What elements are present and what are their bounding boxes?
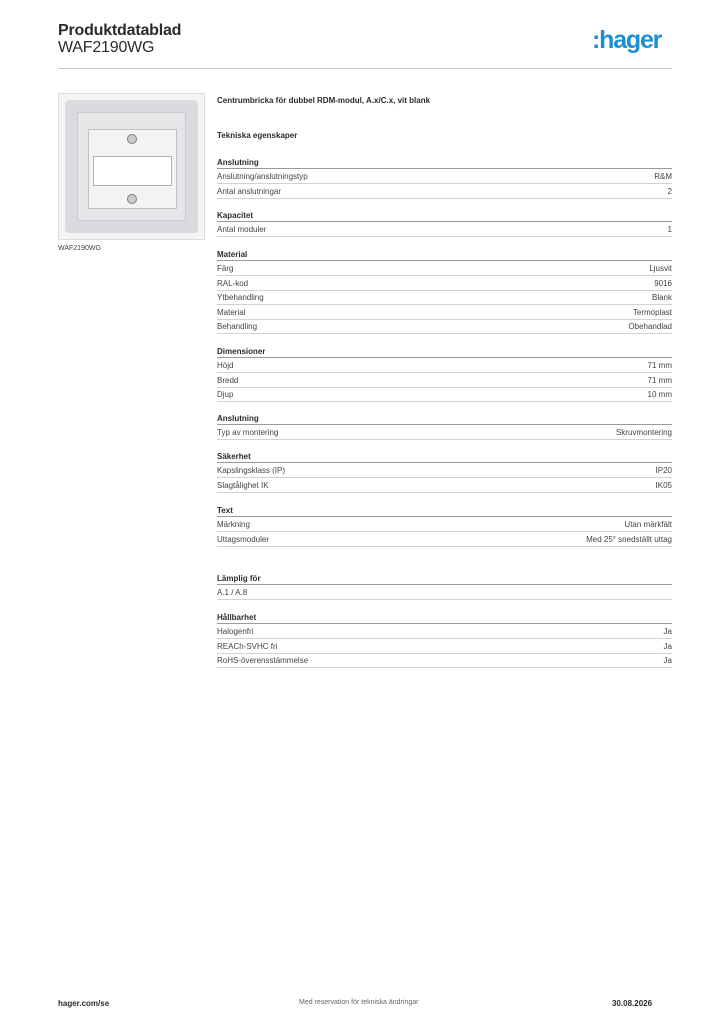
spec-row	[217, 586, 672, 600]
header-product-code: WAF2190WG	[58, 39, 155, 56]
spec-row	[217, 640, 672, 654]
spec-label: Bredd	[217, 375, 239, 385]
spec-value: 9016	[654, 278, 672, 288]
spec-row	[217, 518, 672, 532]
spec-row	[217, 262, 672, 276]
spec-label: REACh-SVHC fri	[217, 641, 278, 651]
spec-value: 1	[667, 225, 672, 234]
spec-label: Märkning	[217, 520, 250, 529]
header-divider	[58, 68, 672, 69]
plate-frame	[65, 100, 198, 233]
spec-row	[217, 426, 672, 440]
plate-inner	[77, 112, 186, 221]
spec-label: Kapslingsklass (IP)	[217, 466, 286, 475]
product-photo	[58, 93, 205, 240]
spec-value: 71 mm	[647, 361, 672, 370]
spec-value: 10 mm	[647, 390, 672, 400]
spec-label: Antal anslutningar	[217, 186, 282, 196]
spec-value: Blank	[651, 293, 672, 303]
spec-row	[217, 374, 672, 388]
hager-logo: :hager	[592, 26, 662, 54]
group-heading: Text	[217, 505, 672, 517]
spec-label: Material	[217, 307, 246, 317]
spec-value: Skruvmontering	[615, 428, 672, 437]
spec-value: Med 25° snedställt uttag	[586, 534, 672, 544]
spec-label: Antal moduler	[217, 225, 267, 234]
spec-label: RoHS-överensstämmelse	[217, 656, 309, 666]
screw-top-icon	[127, 134, 137, 144]
group-heading: Lämplig för	[217, 573, 672, 585]
spec-label: Halogenfri	[217, 627, 254, 636]
header-title: Produktdatablad	[58, 22, 182, 39]
module-window	[93, 156, 172, 186]
group-heading: Hållbarhet	[217, 612, 672, 624]
group-heading: Kapacitet	[217, 210, 672, 222]
spec-label: Djup	[217, 390, 234, 400]
spec-row	[217, 185, 672, 199]
screw-bottom-icon	[127, 194, 137, 204]
spec-label: Höjd	[217, 361, 234, 370]
photo-caption: WAF2190WG	[58, 245, 101, 252]
spec-row	[217, 320, 672, 334]
spec-label: Typ av montering	[217, 428, 279, 437]
footer-website[interactable]: hager.com/se	[58, 999, 110, 1008]
spec-label: Ytbehandling	[217, 293, 264, 303]
spec-value: R&M	[654, 172, 672, 181]
spec-row	[217, 479, 672, 493]
spec-value: Utan märkfält	[624, 520, 672, 529]
spec-label: Anslutning/anslutningstyp	[217, 172, 308, 181]
spec-row	[217, 388, 672, 402]
spec-label: RAL-kod	[217, 278, 249, 288]
spec-value: 2	[667, 186, 672, 196]
spec-value: IK05	[655, 480, 672, 490]
spec-value: Obehandlad	[628, 322, 672, 332]
spec-label: Slagtålighet IK	[217, 480, 269, 490]
group-heading: Säkerhet	[217, 451, 672, 463]
spec-value: Ja	[663, 656, 672, 666]
tech-heading: Tekniska egenskaper	[217, 131, 298, 140]
spec-label: Behandling	[217, 322, 258, 332]
group-heading: Material	[217, 249, 672, 261]
spec-row	[217, 277, 672, 291]
spec-label: Färg	[217, 264, 234, 273]
group-heading: Anslutning	[217, 157, 672, 169]
spec-value: Ja	[663, 641, 672, 651]
spec-value: IP20	[655, 466, 672, 475]
spec-row	[217, 533, 672, 547]
spec-row	[217, 306, 672, 320]
spec-row	[217, 359, 672, 373]
spec-label: A.1 / A.8	[217, 588, 248, 597]
group-heading: Anslutning	[217, 413, 672, 425]
spec-row	[217, 464, 672, 478]
group-heading: Dimensioner	[217, 346, 672, 358]
spec-value: 71 mm	[647, 375, 672, 385]
spec-row	[217, 291, 672, 305]
spec-value: Ljusvit	[649, 264, 672, 273]
module-cover	[88, 129, 177, 209]
spec-label: Uttagsmoduler	[217, 534, 270, 544]
spec-row	[217, 654, 672, 668]
footer-date: 30.08.2026	[612, 999, 653, 1008]
product-title: Centrumbricka för dubbel RDM-modul, A.x/C.x, vit blank	[217, 96, 431, 105]
spec-row	[217, 223, 672, 237]
spec-value: Ja	[663, 627, 672, 636]
spec-row	[217, 625, 672, 639]
spec-row	[217, 170, 672, 184]
footer-disclaimer: Med reservation för tekniska ändringar	[299, 999, 419, 1006]
spec-value: Termoplast	[632, 307, 672, 317]
